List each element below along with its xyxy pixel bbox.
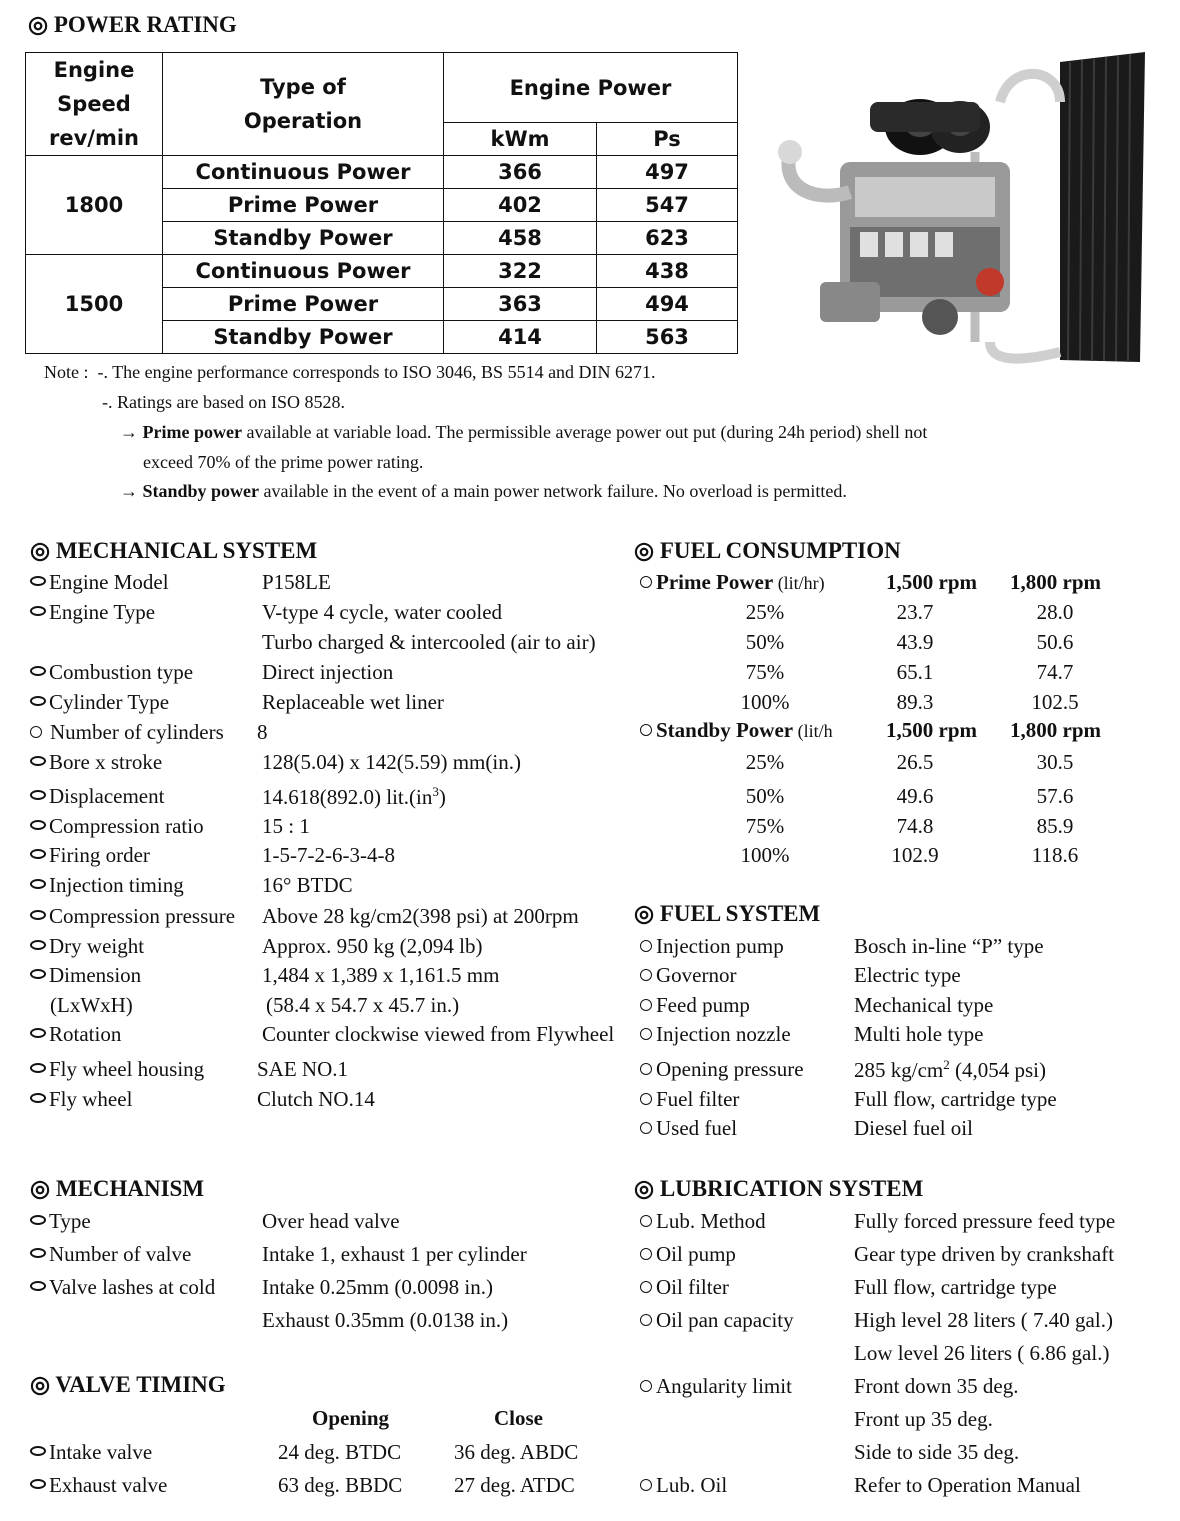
- lubrication-value: Refer to Operation Manual: [854, 1473, 1081, 1497]
- mechanical-value: 1,484 x 1,389 x 1,161.5 mm: [262, 963, 500, 987]
- mechanical-label: [30, 690, 169, 715]
- load-cell: 50%: [745, 630, 785, 654]
- col-close: Close: [494, 1406, 543, 1430]
- bullet-icon: [640, 999, 652, 1011]
- rpm1800-cell: 30.5: [1036, 750, 1074, 774]
- mechanism-label-text: Type: [49, 1209, 91, 1233]
- lubrication-label: [640, 1473, 727, 1498]
- mechanical-label-text: Rotation: [49, 1022, 122, 1046]
- lubrication-label: [640, 1308, 794, 1333]
- mechanical-label: [30, 1057, 204, 1082]
- kwm-cell: 414: [444, 321, 597, 354]
- load-cell: 25%: [745, 600, 785, 624]
- rpm1500-cell: 65.1: [896, 660, 934, 684]
- load-cell: 75%: [745, 660, 785, 684]
- valve-open: 63 deg. BBDC: [278, 1473, 403, 1497]
- lubrication-value: High level 28 liters ( 7.40 gal.): [854, 1308, 1113, 1332]
- bullet-icon: [640, 969, 652, 981]
- type-cell: Standby Power: [163, 321, 444, 354]
- header-type-of-operation: Type of Operation: [163, 53, 444, 156]
- load-cell: 100%: [740, 843, 790, 867]
- mechanical-label-text: Displacement: [49, 784, 165, 808]
- mechanism-value: Exhaust 0.35mm (0.0138 in.): [262, 1308, 509, 1332]
- rpm1500-cell: 49.6: [896, 784, 934, 808]
- bullet-icon: [30, 696, 46, 706]
- mechanical-label: [30, 750, 162, 775]
- lubrication-label-text: Lub. Method: [656, 1209, 766, 1233]
- lubrication-value: Fully forced pressure feed type: [854, 1209, 1116, 1233]
- bullet-icon: [640, 576, 652, 588]
- standby-label: Standby Power: [656, 718, 794, 742]
- mechanism-value: Over head valve: [262, 1209, 400, 1233]
- mechanical-label-text: Compression pressure: [49, 904, 236, 928]
- note-prime-cont: exceed 70% of the prime power rating.: [143, 452, 424, 472]
- bullet-icon: [30, 726, 42, 738]
- valve-label: [30, 1440, 152, 1465]
- note-prime-label: Prime power: [142, 422, 242, 442]
- lubrication-value: Gear type driven by crankshaft: [854, 1242, 1115, 1266]
- ps-cell: 494: [597, 288, 738, 321]
- arrow-icon: →: [120, 422, 138, 442]
- bullet-icon: [30, 606, 46, 616]
- rpm-1800-header: 1,800 rpm: [1010, 570, 1101, 594]
- ps-cell: 547: [597, 189, 738, 222]
- rpm-1800-header: 1,800 rpm: [1010, 718, 1101, 742]
- fuel-system-label: [640, 1116, 737, 1141]
- fuel-system-label: [640, 1057, 804, 1082]
- lubrication-label-text: Lub. Oil: [656, 1473, 728, 1497]
- type-cell: Prime Power: [163, 189, 444, 222]
- mechanical-label: [30, 720, 224, 745]
- power-rating-table: [25, 52, 738, 354]
- bullet-icon: [30, 969, 46, 979]
- fuel-system-label: [640, 934, 784, 959]
- rpm1500-cell: 102.9: [891, 843, 939, 867]
- rpm1500-cell: 26.5: [896, 750, 934, 774]
- table-row: [26, 156, 738, 189]
- mechanical-value: Direct injection: [262, 660, 394, 684]
- mechanical-label-text: Fly wheel: [49, 1087, 133, 1111]
- lubrication-label-text: Oil filter: [656, 1275, 729, 1299]
- rpm1800-cell: 57.6: [1036, 784, 1074, 808]
- lubrication-value: Front down 35 deg.: [854, 1374, 1019, 1398]
- load-cell: 75%: [745, 814, 785, 838]
- kwm-cell: 366: [444, 156, 597, 189]
- valve-label: [30, 1473, 167, 1498]
- lubrication-value: Side to side 35 deg.: [854, 1440, 1020, 1464]
- mechanical-label-text: Fly wheel housing: [49, 1057, 205, 1081]
- lubrication-label: [640, 1275, 729, 1300]
- mechanical-label-text: Bore x stroke: [49, 750, 163, 774]
- header-engine-power: Engine Power: [444, 53, 738, 123]
- fuel-consumption-heading: [634, 538, 901, 564]
- bullet-icon: [640, 1380, 652, 1392]
- load-cell: 50%: [745, 784, 785, 808]
- bullet-icon: [640, 1093, 652, 1105]
- valve-label-text: Exhaust valve: [49, 1473, 168, 1497]
- fuel-system-label: [640, 1087, 739, 1112]
- speed-cell: 1500: [26, 255, 163, 354]
- rpm-1500-header: 1,500 rpm: [886, 718, 977, 742]
- bullet-icon: [640, 1281, 652, 1293]
- bullet-icon: [30, 666, 46, 676]
- prime-power-header: [640, 570, 825, 595]
- note-prefix: Note :: [44, 362, 89, 382]
- standby-power-header: [640, 718, 833, 743]
- mechanical-value: 14.618(892.0) $lit.(in^3)$: [262, 784, 446, 809]
- mechanism-label-text: Number of valve: [49, 1242, 192, 1266]
- note-standby: [120, 481, 847, 502]
- note-prime: [120, 422, 927, 443]
- lubrication-value: Low level 26 liters ( 6.86 gal.): [854, 1341, 1110, 1365]
- prime-label: Prime Power: [656, 570, 774, 594]
- section-title: VALVE TIMING: [55, 1372, 226, 1397]
- fuel-system-label-text: Used fuel: [656, 1116, 738, 1140]
- mechanism-heading: [30, 1176, 204, 1202]
- bullet-icon: [30, 849, 46, 859]
- bullet-icon: [30, 1248, 46, 1258]
- note-text: -. The engine performance corresponds to ISO 3046, BS 5514 and DIN 6271.: [97, 362, 656, 382]
- fuel-system-value: 285 $kg/cm^2$ (4,054 psi): [854, 1057, 1046, 1082]
- bullet-icon: [640, 1248, 652, 1260]
- col-opening: Opening: [312, 1406, 390, 1430]
- valve-timing-heading: [30, 1372, 226, 1398]
- mechanical-value: Above 28 kg/cm2(398 psi) at 200rpm: [262, 904, 579, 928]
- bullet-icon: [30, 879, 46, 889]
- header-kwm: kWm: [444, 123, 597, 156]
- mechanical-label: [30, 1087, 132, 1112]
- bullet-icon: [30, 1028, 46, 1038]
- note-line-2: -. Ratings are based on ISO 8528.: [102, 392, 345, 412]
- mechanical-value: SAE NO.1: [257, 1057, 349, 1081]
- fuel-system-value: Full flow, cartridge type: [854, 1087, 1057, 1111]
- section-title: POWER RATING: [53, 12, 237, 37]
- mechanical-value: Approx. 950 kg (2,094 lb): [262, 934, 483, 958]
- fuel-system-label-text: Injection nozzle: [656, 1022, 791, 1046]
- bullet-icon: [640, 1479, 652, 1491]
- mechanical-label: [50, 993, 133, 1018]
- bullet-icon: [640, 1215, 652, 1227]
- rpm1800-cell: 50.6: [1036, 630, 1074, 654]
- mechanical-value: 128(5.04) x 142(5.59) mm(in.): [262, 750, 521, 774]
- type-cell: Continuous Power: [163, 255, 444, 288]
- header-engine-speed: Engine Speed rev/min: [26, 53, 163, 156]
- kwm-cell: 322: [444, 255, 597, 288]
- mechanical-value: (58.4 x 54.7 x 45.7 in.): [266, 993, 460, 1017]
- arrow-icon: →: [120, 481, 138, 501]
- fuel-system-label: [640, 993, 750, 1018]
- mechanical-heading: [30, 538, 317, 564]
- mechanical-label: [30, 934, 144, 959]
- bullet-icon: [640, 940, 652, 952]
- mechanism-label: [30, 1275, 215, 1300]
- rpm1800-cell: 118.6: [1031, 843, 1079, 867]
- mechanical-label: [30, 784, 164, 809]
- mechanism-value: Intake 1, exhaust 1 per cylinder: [262, 1242, 527, 1266]
- lubrication-heading: [634, 1176, 923, 1202]
- rpm-1500-header: 1,500 rpm: [886, 570, 977, 594]
- bullet-icon: [30, 1093, 46, 1103]
- bullet-icon: [30, 790, 46, 800]
- kwm-cell: 402: [444, 189, 597, 222]
- ps-cell: 497: [597, 156, 738, 189]
- ps-cell: 563: [597, 321, 738, 354]
- section-mark: ◎: [30, 1372, 51, 1397]
- mechanism-label-text: Valve lashes at cold: [49, 1275, 216, 1299]
- lubrication-label: [640, 1209, 766, 1234]
- load-cell: 100%: [740, 690, 790, 714]
- table-row: [26, 255, 738, 288]
- valve-open: 24 deg. BTDC: [278, 1440, 402, 1464]
- valve-close: 36 deg. ABDC: [454, 1440, 579, 1464]
- mechanism-label: [30, 1209, 91, 1234]
- mechanical-value: 1-5-7-2-6-3-4-8: [262, 843, 395, 867]
- bullet-icon: [30, 1446, 46, 1456]
- note-prime-text: available at variable load. The permissible average power out put (during 24h period) shell not: [241, 422, 928, 442]
- fuel-system-label-text: Feed pump: [656, 993, 750, 1017]
- bullet-icon: [30, 576, 46, 586]
- bullet-icon: [30, 1281, 46, 1291]
- mechanical-value: 15 : 1: [262, 814, 310, 838]
- mechanical-label: [30, 1022, 121, 1047]
- type-cell: Prime Power: [163, 288, 444, 321]
- bullet-icon: [30, 1215, 46, 1225]
- lubrication-label: [640, 1374, 792, 1399]
- lubrication-label: [640, 1242, 736, 1267]
- section-title: MECHANICAL SYSTEM: [55, 538, 318, 563]
- mechanical-value: P158LE: [262, 570, 331, 594]
- lubrication-label-text: Oil pan capacity: [656, 1308, 794, 1332]
- mechanical-label: [30, 904, 235, 929]
- mechanical-label: [30, 600, 155, 625]
- mechanical-value: 16° BTDC: [262, 873, 353, 897]
- fuel-system-value: Mechanical type: [854, 993, 994, 1017]
- valve-close: 27 deg. ATDC: [454, 1473, 575, 1497]
- prime-unit: (lit/hr): [773, 573, 825, 593]
- standby-unit: (lit/h: [793, 721, 833, 741]
- rpm1800-cell: 74.7: [1036, 660, 1074, 684]
- rpm1500-cell: 89.3: [896, 690, 934, 714]
- fuel-system-label: [640, 1022, 791, 1047]
- mechanical-label-text: Number of cylinders: [50, 720, 224, 744]
- rpm1500-cell: 23.7: [896, 600, 934, 624]
- mechanical-label-text: (LxWxH): [50, 993, 133, 1017]
- mechanical-label-text: Dry weight: [49, 934, 145, 958]
- bullet-icon: [30, 820, 46, 830]
- mechanical-value: Turbo charged & intercooled (air to air): [262, 630, 596, 654]
- bullet-icon: [30, 1063, 46, 1073]
- mechanical-label-text: Cylinder Type: [49, 690, 170, 714]
- header-ps: Ps: [597, 123, 738, 156]
- rpm1800-cell: 28.0: [1036, 600, 1074, 624]
- rpm1800-cell: 85.9: [1036, 814, 1074, 838]
- lubrication-label-text: Angularity limit: [656, 1374, 792, 1398]
- section-mark: ◎: [30, 538, 51, 563]
- mechanical-label: [30, 963, 141, 988]
- mechanical-label: [30, 570, 169, 595]
- note-standby-label: Standby power: [142, 481, 260, 501]
- rpm1800-cell: 102.5: [1031, 690, 1079, 714]
- fuel-system-label-text: Opening pressure: [656, 1057, 804, 1081]
- mechanical-value: V-type 4 cycle, water cooled: [262, 600, 503, 624]
- speed-cell: 1800: [26, 156, 163, 255]
- section-title: MECHANISM: [55, 1176, 205, 1201]
- section-mark: ◎: [634, 538, 655, 563]
- bullet-icon: [30, 940, 46, 950]
- superscript: 2: [943, 1057, 950, 1072]
- fuel-system-label: [640, 963, 736, 988]
- mechanical-label: [30, 873, 184, 898]
- ps-cell: 438: [597, 255, 738, 288]
- power-rating-heading: [28, 12, 237, 38]
- section-title: FUEL SYSTEM: [659, 901, 821, 926]
- section-title: LUBRICATION SYSTEM: [659, 1176, 924, 1201]
- mechanical-label: [30, 660, 193, 685]
- mechanical-value: 8: [257, 720, 268, 744]
- section-title: FUEL CONSUMPTION: [659, 538, 901, 563]
- mechanical-value: Replaceable wet liner: [262, 690, 444, 714]
- bullet-icon: [30, 910, 46, 920]
- fuel-system-value: Electric type: [854, 963, 961, 987]
- mechanical-label: [30, 843, 150, 868]
- section-mark: ◎: [634, 901, 655, 926]
- bullet-icon: [640, 1028, 652, 1040]
- fuel-system-label-text: Fuel filter: [656, 1087, 740, 1111]
- bullet-icon: [30, 1479, 46, 1489]
- load-cell: 25%: [745, 750, 785, 774]
- section-mark: ◎: [634, 1176, 655, 1201]
- lubrication-label-text: Oil pump: [656, 1242, 736, 1266]
- mechanical-label-text: Engine Model: [49, 570, 169, 594]
- rpm1500-cell: 74.8: [896, 814, 934, 838]
- mechanism-value: Intake 0.25mm (0.0098 in.): [262, 1275, 493, 1299]
- mechanical-label-text: Injection timing: [49, 873, 184, 897]
- bullet-icon: [30, 756, 46, 766]
- type-cell: Standby Power: [163, 222, 444, 255]
- mechanical-label: [30, 814, 204, 839]
- fuel-system-label-text: Injection pump: [656, 934, 784, 958]
- bullet-icon: [640, 1063, 652, 1075]
- mechanism-label: [30, 1242, 191, 1267]
- section-mark: ◎: [28, 12, 49, 37]
- mechanical-label-text: Dimension: [49, 963, 142, 987]
- engine-image: [760, 42, 1160, 372]
- bullet-icon: [640, 1314, 652, 1326]
- rpm1500-cell: 43.9: [896, 630, 934, 654]
- note-standby-text: available in the event of a main power network failure. No overload is permitted.: [259, 481, 847, 501]
- ps-cell: 623: [597, 222, 738, 255]
- fuel-system-heading: [634, 901, 820, 927]
- mechanical-label-text: Firing order: [49, 843, 150, 867]
- mechanical-value: Clutch NO.14: [257, 1087, 375, 1111]
- superscript: 3: [432, 784, 439, 799]
- mechanical-label-text: Combustion type: [49, 660, 194, 684]
- kwm-cell: 458: [444, 222, 597, 255]
- bullet-icon: [640, 724, 652, 736]
- fuel-system-label-text: Governor: [656, 963, 737, 987]
- type-cell: Continuous Power: [163, 156, 444, 189]
- lubrication-value: Full flow, cartridge type: [854, 1275, 1057, 1299]
- bullet-icon: [640, 1122, 652, 1134]
- fuel-system-value: Diesel fuel oil: [854, 1116, 973, 1140]
- mechanical-label-text: Engine Type: [49, 600, 156, 624]
- section-mark: ◎: [30, 1176, 51, 1201]
- mechanical-value: Counter clockwise viewed from Flywheel: [262, 1022, 615, 1046]
- valve-label-text: Intake valve: [49, 1440, 153, 1464]
- kwm-cell: 363: [444, 288, 597, 321]
- mechanical-label-text: Compression ratio: [49, 814, 204, 838]
- fuel-system-value: Multi hole type: [854, 1022, 984, 1046]
- fuel-system-value: Bosch in-line “P” type: [854, 934, 1044, 958]
- note-line-1: [44, 362, 656, 383]
- lubrication-value: Front up 35 deg.: [854, 1407, 993, 1431]
